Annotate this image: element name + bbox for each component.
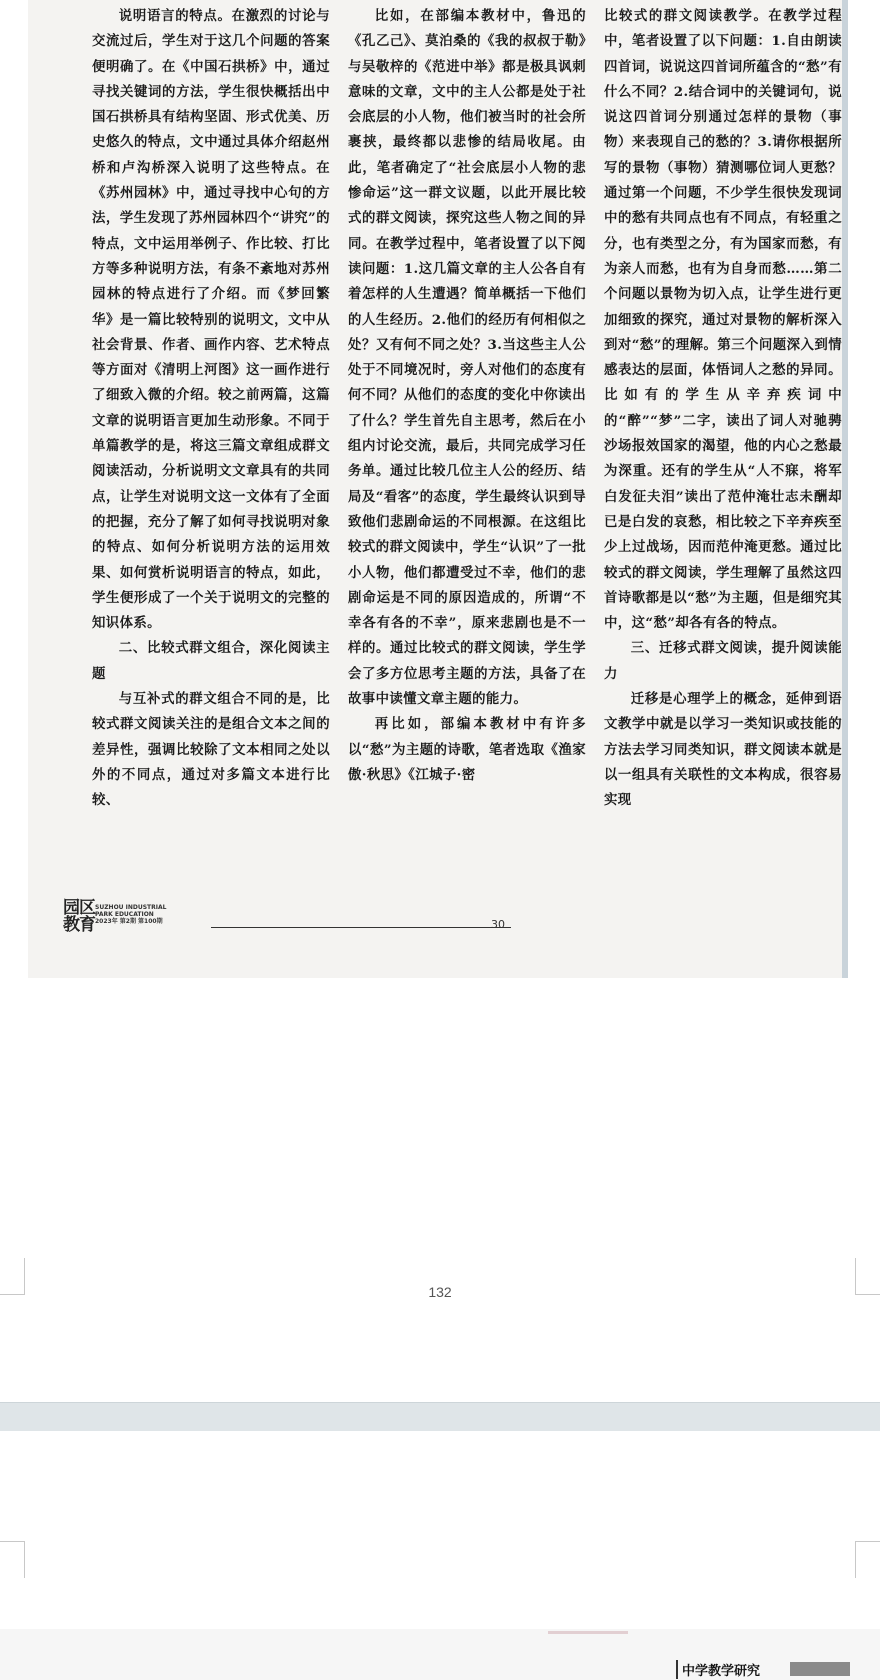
- scan-streak: [548, 1631, 628, 1634]
- paragraph: 与互补式的群文组合不同的是，比较式群文阅读关注的是组合文本之间的差异性，强调比较除了文本相同之处以外的不同点，通过对多篇文本进行比较、: [92, 691, 330, 809]
- journal-logo-subtitle: SUZHOU INDUSTRIAL PARK EDUCATION 2023年 第2期 第100期: [95, 904, 167, 925]
- page-number: 132: [428, 1284, 452, 1300]
- paragraph: 说明语言的特点。在激烈的讨论与交流过后，学生对于这几个问题的答案便明确了。在《中国石拱桥》中，通过寻找关键词的方法，学生很快概括出中国石拱桥具有结构坚固、形式优美、历史悠久的特点，文中通过具体介绍赵州桥和卢沟桥深入说明了这些特点。在《苏州园林》中，通过寻找中心句的方法，学生发现了苏州园林四个“讲究”的特点，文中运用举例子、作比较、打比方等多种说明方法，有条不紊地对苏州园林的特点进行了介绍。而《梦回繁华》是一篇比较特别的说明文，文中从社会背景、作者、画作内容、艺术特点等方面对《清明上河图》这一画作进行了细致入微的介绍。较之前两篇，这篇文章的说明语言更加生动形象。不同于单篇教学的是，将这三篇文章组成群文阅读活动，分析说明文文章具有的共同点，让学生对说明文这一文体有了全面的把握，充分了解了如何寻找说明对象的特点、如何分析说明方法的运用效果、如何赏析说明语言的特点，如此，学生便形成了一个关于说明文的完整的知识体系。: [92, 8, 330, 632]
- document-page-2: [0, 1431, 880, 1680]
- article-column-2: [348, 4, 586, 788]
- scan-footer: [63, 900, 843, 936]
- paragraph: 迁移是心理学上的概念，延伸到语文教学中就是以学习一类知识或技能的方法去学习同类知识，群文阅读本就是以一组具有关联性的文本构成，很容易实现: [604, 691, 842, 809]
- journal-logo: 园区 教育: [63, 898, 95, 935]
- journal-header-bar: [790, 1662, 850, 1676]
- scan-page-number: 30: [491, 918, 505, 931]
- section-heading: 三、迁移式群文阅读，提升阅读能力: [604, 640, 842, 682]
- paragraph: 再比如，部编本教材中有许多以“愁”为主题的诗歌，笔者选取《渔家傲·秋思》《江城子·密: [348, 716, 586, 783]
- footer-rule: [211, 927, 511, 928]
- scanned-article-image: [28, 0, 848, 978]
- paragraph: 比较式的群文阅读教学。在教学过程中，笔者设置了以下问题：1.自由朗读四首词，说说这四首词所蕴含的“愁”有什么不同？2.结合词中的关键词句，说说这四首词分别通过怎样的景物（事物）来表现自己的愁的？3.请你根据所写的景物（事物）猜测哪位词人更愁？通过第一个问题，不少学生很快发现词中的愁有共同点也有不同点，有轻重之分，也有类型之分，有为国家而愁，有为亲人而愁，也有为自身而愁……第二个问题以景物为切入点，让学生进行更加细致的探究，通过对景物的解析深入到对“愁”的理解。第三个问题深入到情感表达的层面，体悟词人之愁的异同。比如有的学生从辛弃疾词中的“醉”“梦”二字，读出了词人对驰骋沙场报效国家的渴望，他的内心之愁最为深重。还有的学生从“人不寐，将军白发征夫泪”读出了范仲淹壮志未酬却已是白发的哀愁，相比较之下辛弃疾至少上过战场，因而范仲淹更愁。通过比较式的群文阅读，学生理解了虽然这四首诗歌都是以“愁”为主题，但是细究其中，这“愁”却各有各的特点。: [604, 8, 842, 632]
- crop-mark-bottom-left: [0, 1541, 25, 1578]
- page-gap: [0, 1402, 880, 1432]
- paragraph: 比如，在部编本教材中，鲁迅的《孔乙己》、莫泊桑的《我的叔叔于勒》与吴敬梓的《范进中举》都是极具讽刺意味的文章，文中的主人公都是处于社会底层的小人物，他们被当时的社会所裹挟，最终都以悲惨的结局收尾。由此，笔者确定了“社会底层小人物的悲惨命运”这一群文议题，以此开展比较式的群文阅读，探究这些人物之间的异同。在教学过程中，笔者设置了以下阅读问题：1.这几篇文章的主人公各自有着怎样的人生遭遇？简单概括一下他们的人生经历。2.他们的经历有何相似之处？又有何不同之处？3.当这些主人公处于不同境况时，旁人对他们的态度有何不同？从他们的态度的变化中你读出了什么？学生首先自主思考，然后在小组内讨论交流，最后，共同完成学习任务单。通过比较几位主人公的经历、结局及“看客”的态度，学生最终认识到导致他们悲剧命运的不同根源。在这组比较式的群文阅读中，学生“认识”了一批小人物，他们都遭受过不幸，他们的悲剧命运是不同的原因造成的，所谓“不幸各有各的不幸”，原来悲剧也是不一样的。通过比较式的群文阅读，学生学会了多方位思考主题的方法，具备了在故事中读懂文章主题的能力。: [348, 8, 586, 708]
- section-heading: 二、比较式群文组合，深化阅读主题: [92, 640, 330, 682]
- article-column-1: [92, 4, 330, 814]
- article-column-3: [604, 4, 842, 814]
- journal-name: 中学教学研究: [676, 1660, 760, 1679]
- crop-mark-bottom-right: [855, 1541, 880, 1578]
